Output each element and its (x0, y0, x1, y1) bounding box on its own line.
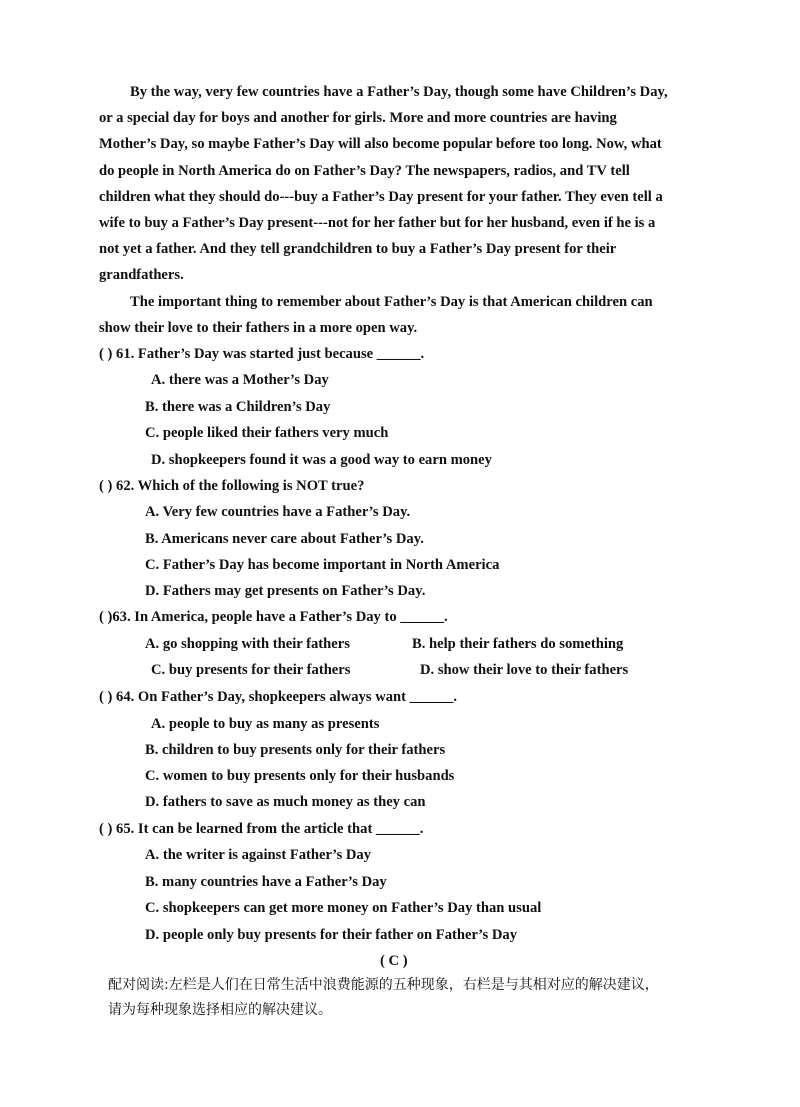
passage-line: not yet a father. And they tell grandchildren to buy a Father’s Day present for their (99, 241, 617, 257)
answer-option: D. Fathers may get presents on Father’s Day. (145, 583, 426, 599)
answer-option: C. shopkeepers can get more money on Father’s Day than usual (145, 900, 542, 916)
passage-line: wife to buy a Father’s Day present---not for her father but for her husband, even if he is a (99, 215, 656, 231)
instruction-line: 请为每种现象选择相应的解决建议。 (108, 1002, 332, 1018)
question-stem: ( )63. In America, people have a Father’s Day to ______. (99, 609, 448, 625)
answer-option: D. people only buy presents for their father on Father’s Day (145, 927, 517, 943)
answer-option: B. many countries have a Father’s Day (145, 874, 387, 890)
question-stem: ( ) 62. Which of the following is NOT true? (99, 478, 365, 494)
passage-line: The important thing to remember about Father’s Day is that American children can (130, 294, 653, 310)
question-stem: ( ) 65. It can be learned from the article that ______. (99, 821, 424, 837)
answer-option: A. there was a Mother’s Day (151, 372, 329, 388)
passage-line: do people in North America do on Father’s Day? The newspapers, radios, and TV tell (99, 163, 630, 179)
answer-option: A. people to buy as many as presents (151, 716, 380, 732)
passage-line: grandfathers. (99, 267, 184, 283)
section-heading: ( C ) (380, 953, 408, 969)
passage-line: children what they should do---buy a Father’s Day present for your father. They even tell a (99, 189, 663, 205)
answer-option: A. Very few countries have a Father’s Day. (145, 504, 411, 520)
instruction-line: 配对阅读:左栏是人们在日常生活中浪费能源的五种现象，右栏是与其相对应的解决建议， (108, 977, 659, 993)
answer-option: C. Father’s Day has become important in North America (145, 557, 500, 573)
passage-line: or a special day for boys and another for girls. More and more countries are having (99, 110, 617, 126)
answer-option: D. fathers to save as much money as they can (145, 794, 426, 810)
answer-option: C. women to buy presents only for their husbands (145, 768, 455, 784)
answer-option: B. there was a Children’s Day (145, 399, 331, 415)
answer-option: D. shopkeepers found it was a good way to earn money (151, 452, 492, 468)
answer-option: C. buy presents for their fathers (151, 662, 351, 678)
answer-option: C. people liked their fathers very much (145, 425, 389, 441)
answer-option: A. the writer is against Father’s Day (145, 847, 372, 863)
question-stem: ( ) 61. Father’s Day was started just because ______. (99, 346, 425, 362)
answer-option: D. show their love to their fathers (420, 662, 629, 678)
passage-line: show their love to their fathers in a more open way. (99, 320, 418, 336)
passage-line: Mother’s Day, so maybe Father’s Day will also become popular before too long. Now, what (99, 136, 662, 152)
answer-option: B. Americans never care about Father’s Day. (145, 531, 424, 547)
answer-option: B. help their fathers do something (412, 636, 624, 652)
question-stem: ( ) 64. On Father’s Day, shopkeepers always want ______. (99, 689, 458, 705)
passage-line: By the way, very few countries have a Father’s Day, though some have Children’s Day, (130, 84, 668, 100)
answer-option: A. go shopping with their fathers (145, 636, 350, 652)
answer-option: B. children to buy presents only for their fathers (145, 742, 446, 758)
